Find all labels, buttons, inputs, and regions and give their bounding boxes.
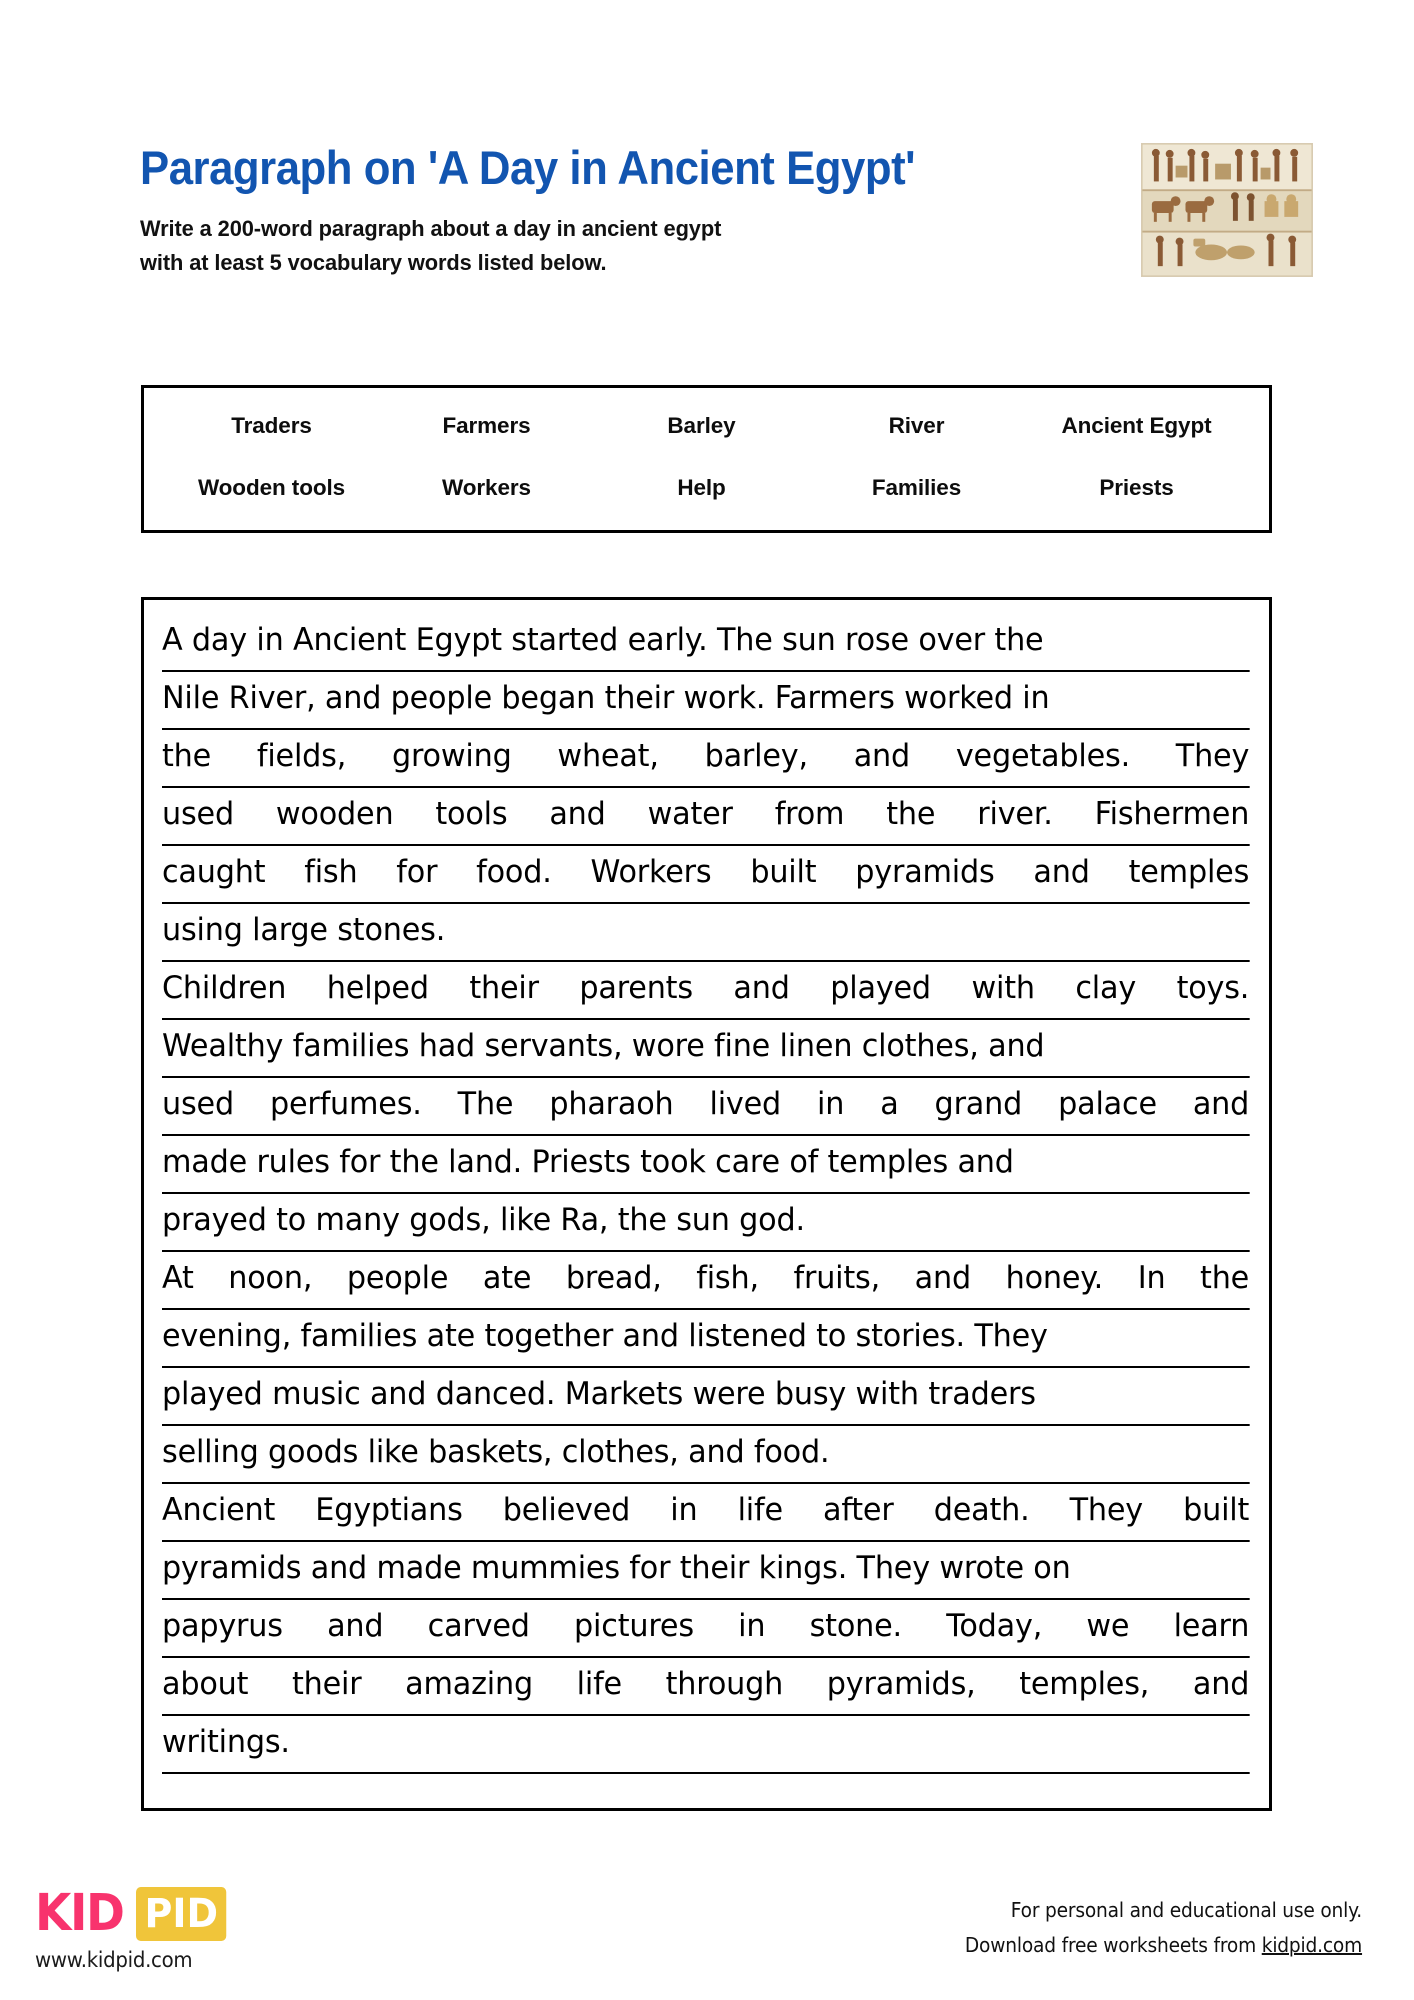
answer-line: writings. — [162, 1716, 1249, 1774]
answer-word: grand — [934, 1086, 1023, 1122]
answer-line: made rules for the land. Priests took care of temples and — [162, 1136, 1249, 1194]
instruction-line-1: Write a 200-word paragraph about a day in ancient egypt — [140, 216, 722, 241]
answer-line — [162, 962, 1249, 1020]
vocabulary-word: Ancient Egypt — [1061, 413, 1212, 438]
answer-word: fish, — [696, 1260, 759, 1296]
footer-notice-prefix: Download free worksheets from — [964, 1933, 1262, 1957]
logo-text-kid: KID — [35, 1884, 124, 1943]
answer-word: and — [1033, 854, 1090, 890]
answer-word: used — [162, 796, 234, 832]
answer-word: with — [971, 970, 1035, 1006]
answer-word: death. — [933, 1492, 1030, 1528]
answer-line — [162, 1658, 1249, 1716]
answer-word: Egyptians — [315, 1492, 463, 1528]
answer-line — [162, 846, 1249, 904]
answer-word: stone. — [809, 1608, 902, 1644]
answer-word: helped — [326, 970, 429, 1006]
vocabulary-row-2 — [164, 457, 1249, 519]
answer-word: In — [1137, 1260, 1166, 1296]
answer-word: honey. — [1005, 1260, 1104, 1296]
answer-word: used — [162, 1086, 234, 1122]
answer-word: people — [346, 1260, 449, 1296]
worksheet-header — [140, 140, 1275, 350]
answer-word: carved — [427, 1608, 530, 1644]
answer-line: using large stones. — [162, 904, 1249, 962]
tomb-painting-illustration — [1142, 144, 1312, 276]
answer-line: pyramids and made mummies for their kings. They wrote on — [162, 1542, 1249, 1600]
answer-word: wheat, — [557, 738, 659, 774]
answer-word: ate — [482, 1260, 532, 1296]
answer-word: the — [162, 738, 212, 774]
answer-word: toys. — [1176, 970, 1250, 1006]
answer-word: and — [853, 738, 911, 774]
answer-word: fields, — [256, 738, 347, 774]
answer-word: vegetables. — [955, 738, 1130, 774]
answer-word: Today, — [946, 1608, 1043, 1644]
answer-word: played — [830, 970, 931, 1006]
answer-word: food. — [476, 854, 552, 890]
answer-line: Nile River, and people began their work. Farmers worked in — [162, 672, 1249, 730]
answer-word: and — [914, 1260, 971, 1296]
answer-word: in — [670, 1492, 698, 1528]
answer-word: believed — [502, 1492, 631, 1528]
answer-line — [162, 1252, 1249, 1310]
vocabulary-word: River — [888, 413, 945, 438]
vocabulary-box — [141, 385, 1272, 533]
instructions — [140, 212, 1241, 280]
answer-word: fish — [304, 854, 358, 890]
answer-word: their — [469, 970, 539, 1006]
egyptian-tomb-painting-image — [1141, 143, 1313, 277]
answer-word: Children — [162, 970, 287, 1006]
answer-line: selling goods like baskets, clothes, and food. — [162, 1426, 1249, 1484]
answer-line — [162, 1484, 1249, 1542]
answer-line: played music and danced. Markets were busy with traders — [162, 1368, 1249, 1426]
vocabulary-row-1 — [164, 395, 1249, 457]
worksheet-footer — [0, 1865, 1414, 2000]
answer-word: we — [1086, 1608, 1130, 1644]
answer-word: life — [576, 1666, 622, 1702]
answer-line: evening, families ate together and listened to stories. They — [162, 1310, 1249, 1368]
answer-line: prayed to many gods, like Ra, the sun god. — [162, 1194, 1249, 1252]
answer-word: temples, — [1019, 1666, 1150, 1702]
answer-word: pyramids, — [826, 1666, 976, 1702]
answer-word: At — [162, 1260, 194, 1296]
answer-line: Wealthy families had servants, wore fine linen clothes, and — [162, 1020, 1249, 1078]
answer-word: tools — [435, 796, 508, 832]
answer-word: Ancient — [162, 1492, 276, 1528]
answer-word: through — [665, 1666, 784, 1702]
answer-word: pyramids — [855, 854, 995, 890]
vocabulary-word: Help — [677, 475, 726, 500]
answer-word: and — [733, 970, 790, 1006]
answer-word: water — [647, 796, 733, 832]
vocabulary-word: Wooden tools — [197, 475, 346, 500]
answer-word: a — [880, 1086, 899, 1122]
vocabulary-word: Families — [871, 475, 962, 500]
answer-word: the — [886, 796, 936, 832]
logo-mark — [35, 1884, 265, 1943]
answer-word: pictures — [574, 1608, 694, 1644]
answer-word: barley, — [704, 738, 808, 774]
page-title: Paragraph on 'A Day in Ancient Egypt' — [140, 141, 916, 194]
answer-word: pharaoh — [549, 1086, 674, 1122]
answer-line — [162, 1600, 1249, 1658]
answer-line — [162, 730, 1249, 788]
logo-website-url: www.kidpid.com — [35, 1948, 193, 1972]
answer-word: temples — [1128, 854, 1250, 890]
answer-word: after — [822, 1492, 894, 1528]
answer-word: built — [750, 854, 817, 890]
answer-word: fruits, — [793, 1260, 881, 1296]
answer-word: perfumes. — [269, 1086, 422, 1122]
answer-line — [162, 1078, 1249, 1136]
answer-word: wooden — [275, 796, 394, 832]
answer-word: and — [327, 1608, 384, 1644]
answer-word: papyrus — [162, 1608, 283, 1644]
footer-notice-line-1: For personal and educational use only. — [1010, 1898, 1362, 1922]
answer-word: their — [291, 1666, 362, 1702]
answer-word: Fishermen — [1094, 796, 1250, 832]
logo-badge-pid: PID — [136, 1887, 227, 1941]
instruction-line-2: with at least 5 vocabulary words listed below. — [140, 250, 607, 275]
answer-word: learn — [1173, 1608, 1250, 1644]
vocabulary-word: Workers — [442, 475, 531, 500]
answer-word: the — [1200, 1260, 1250, 1296]
answer-word: in — [817, 1086, 845, 1122]
vocabulary-word: Farmers — [442, 413, 531, 438]
answer-word: amazing — [405, 1666, 533, 1702]
vocabulary-word: Barley — [667, 413, 736, 438]
answer-word: growing — [391, 738, 512, 774]
kidpid-logo[interactable] — [35, 1884, 265, 1972]
answer-box[interactable] — [141, 597, 1272, 1811]
answer-word: They — [1175, 738, 1250, 774]
answer-word: and — [1192, 1086, 1250, 1122]
answer-word: clay — [1075, 970, 1137, 1006]
answer-word: The — [457, 1086, 514, 1122]
answer-word: bread, — [565, 1260, 662, 1296]
answer-word: parents — [579, 970, 693, 1006]
answer-word: Workers — [590, 854, 712, 890]
answer-word: about — [162, 1666, 249, 1702]
answer-word: from — [774, 796, 845, 832]
footer-notice-line-2 — [965, 1928, 1362, 1963]
answer-word: life — [737, 1492, 783, 1528]
vocabulary-word: Priests — [1099, 475, 1174, 500]
vocabulary-word: Traders — [231, 413, 312, 438]
answer-word: river. — [977, 796, 1053, 832]
answer-word: palace — [1058, 1086, 1157, 1122]
answer-word: and — [1192, 1666, 1250, 1702]
answer-line: A day in Ancient Egypt started early. The sun rose over the — [162, 614, 1249, 672]
answer-word: lived — [709, 1086, 782, 1122]
answer-word: noon, — [228, 1260, 313, 1296]
answer-word: for — [396, 854, 438, 890]
footer-notice — [965, 1893, 1362, 1963]
answer-word: They — [1069, 1492, 1143, 1528]
kidpid-link[interactable]: kidpid.com — [1261, 1933, 1362, 1957]
answer-word: built — [1183, 1492, 1250, 1528]
answer-line — [162, 788, 1249, 846]
answer-word: and — [549, 796, 606, 832]
answer-text — [162, 614, 1249, 1774]
answer-word: in — [738, 1608, 766, 1644]
answer-word: caught — [162, 854, 266, 890]
